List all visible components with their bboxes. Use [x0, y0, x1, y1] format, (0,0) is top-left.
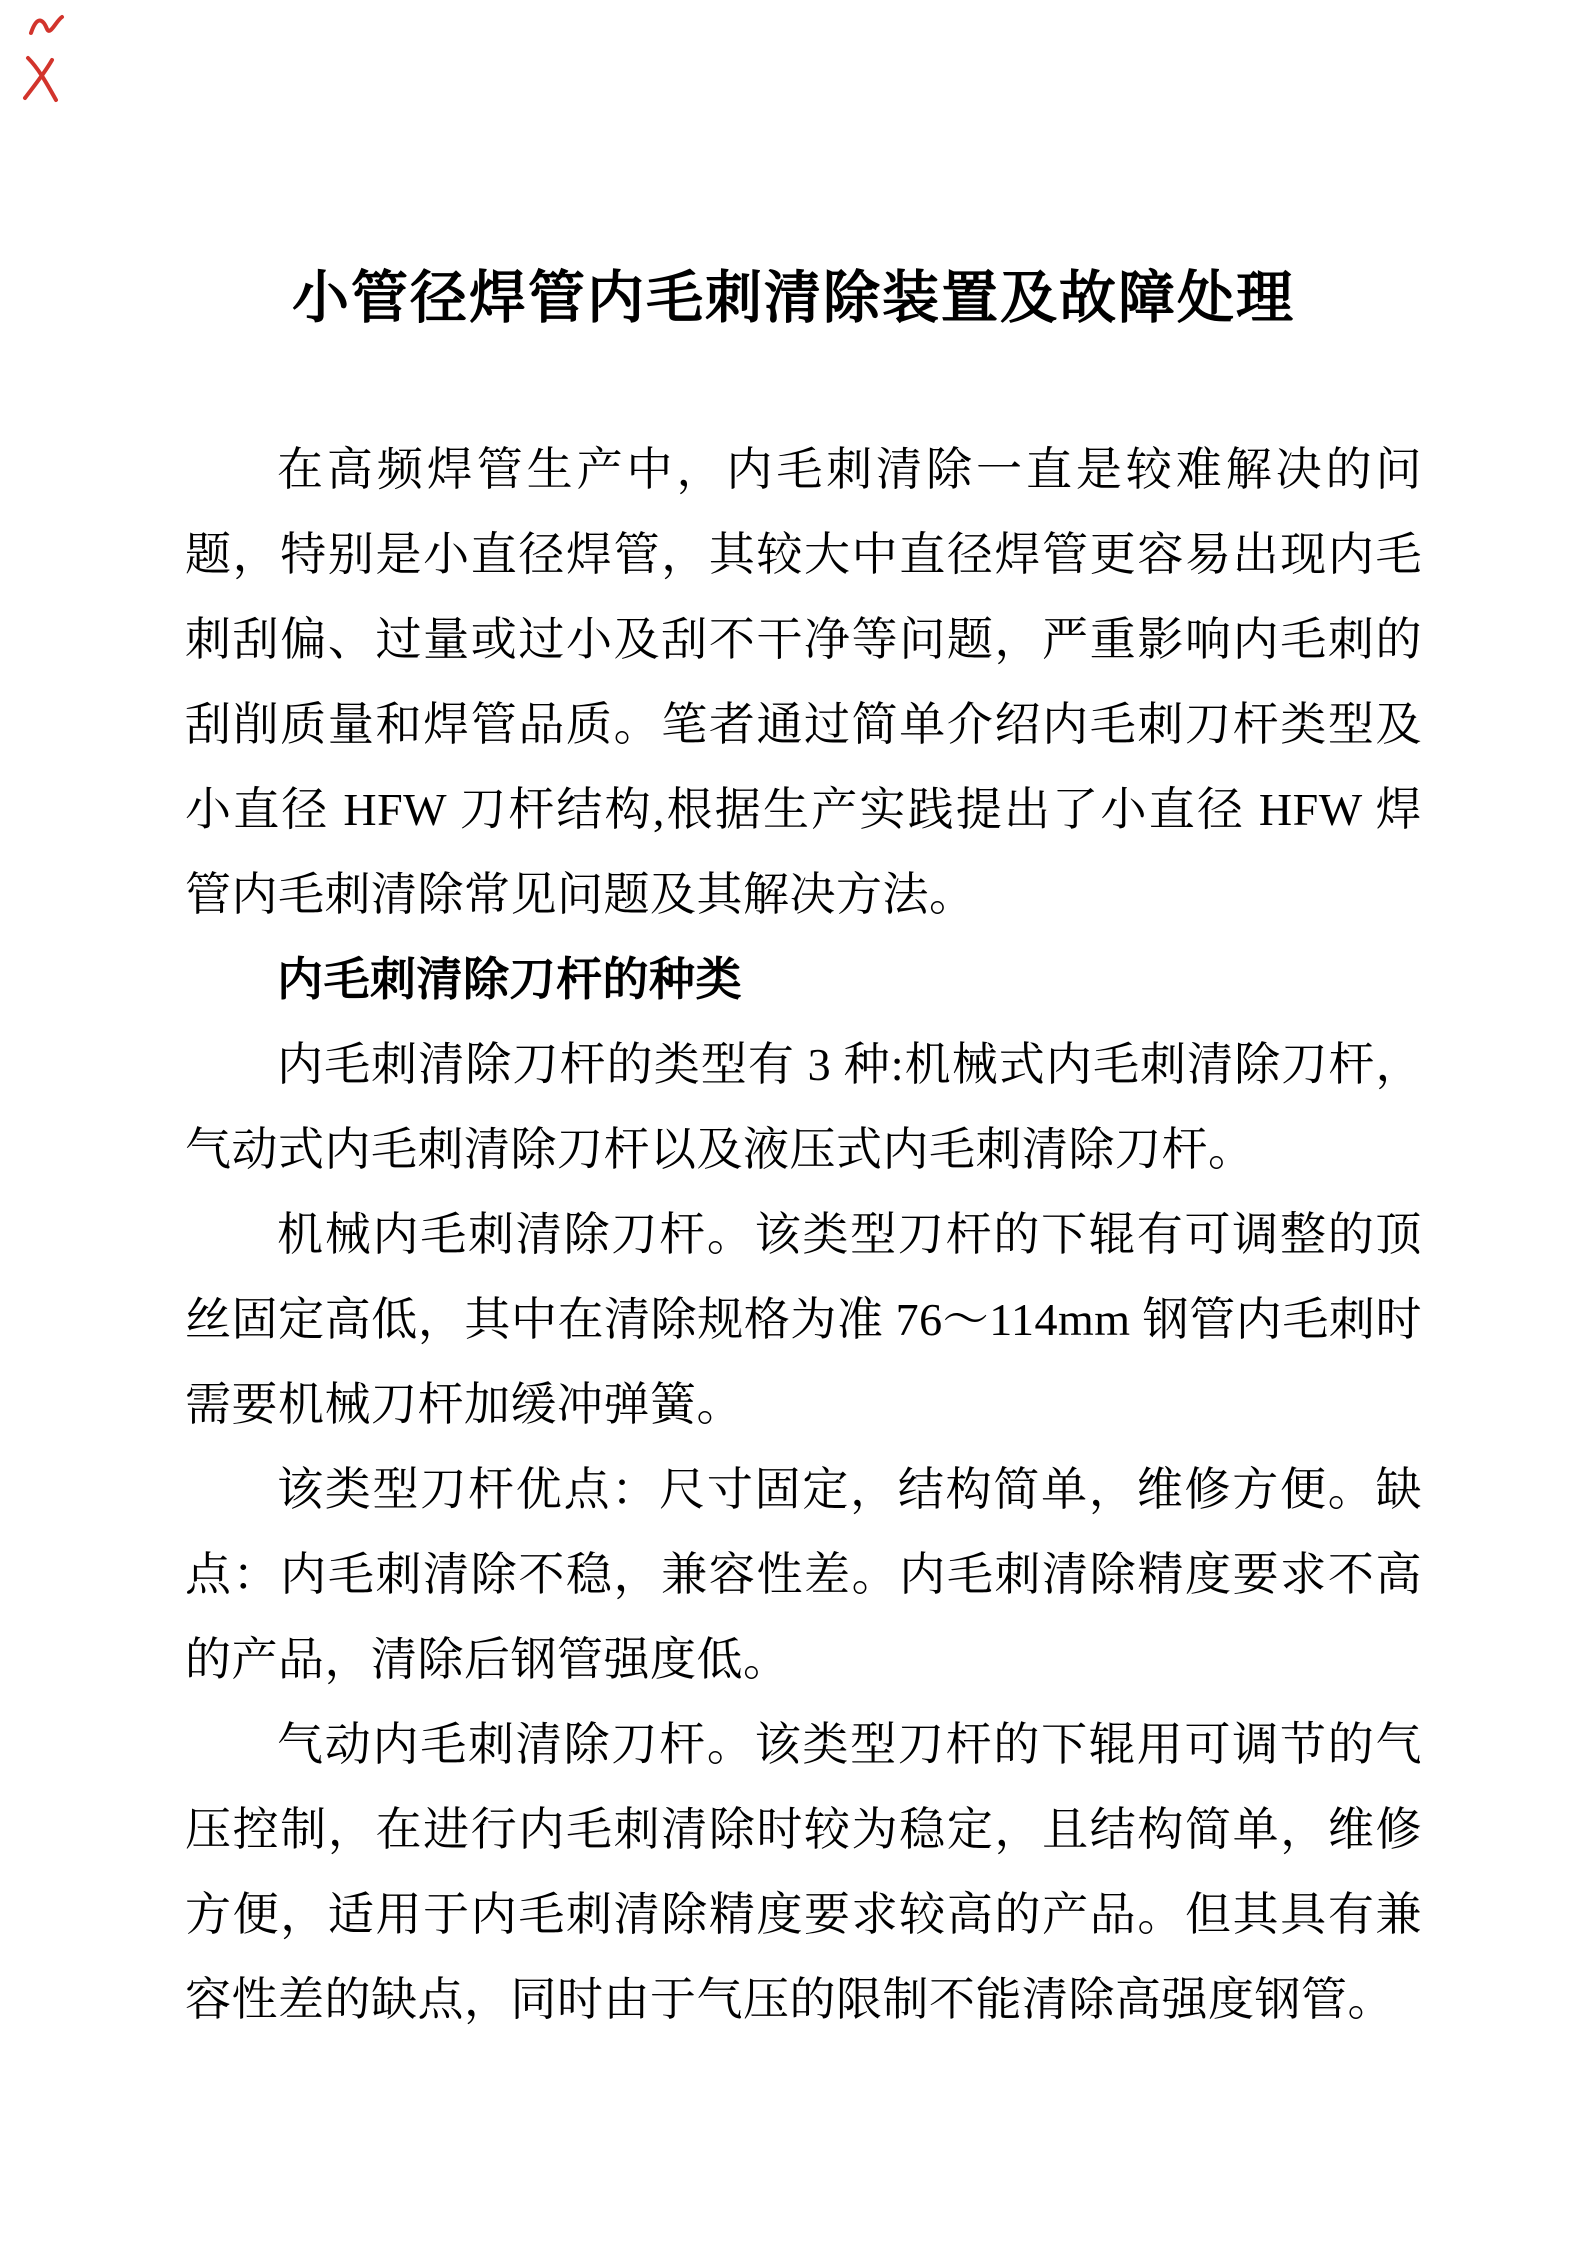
- paragraph: 该类型刀杆优点：尺寸固定，结构简单，维修方便。缺点：内毛刺清除不稳，兼容性差。内毛刺清除精度要求不高的产品，清除后钢管强度低。: [185, 1464, 1422, 1685]
- paragraph: 内毛刺清除刀杆的类型有 3 种:机械式内毛刺清除刀杆，气动式内毛刺清除刀杆以及液压式内毛刺清除刀杆。: [185, 1039, 1422, 1175]
- document-title: 小管径焊管内毛刺清除装置及故障处理: [292, 267, 1295, 330]
- paragraph: 机械内毛刺清除刀杆。该类型刀杆的下辊有可调整的顶丝固定高低，其中在清除规格为准 76～114mm 钢管内毛刺时需要机械刀杆加缓冲弹簧。: [185, 1209, 1422, 1430]
- document-body: [185, 427, 1422, 2042]
- section-heading: 内毛刺清除刀杆的种类: [277, 954, 742, 1005]
- paragraph: 气动内毛刺清除刀杆。该类型刀杆的下辊用可调节的气压控制，在进行内毛刺清除时较为稳定，且结构简单，维修方便，适用于内毛刺清除精度要求较高的产品。但其具有兼容性差的缺点，同时由于气压的限制不能清除高强度钢管。: [185, 1719, 1422, 2025]
- paragraph: 在高频焊管生产中，内毛刺清除一直是较难解决的问题，特别是小直径焊管，其较大中直径焊管更容易出现内毛刺刮偏、过量或过小及刮不干净等问题，严重影响内毛刺的刮削质量和焊管品质。笔者通过简单介绍内毛刺刀杆类型及小直径 HFW 刀杆结构,根据生产实践提出了小直径 HFW 焊管内毛刺清除常见问题及其解决方法。: [185, 444, 1422, 920]
